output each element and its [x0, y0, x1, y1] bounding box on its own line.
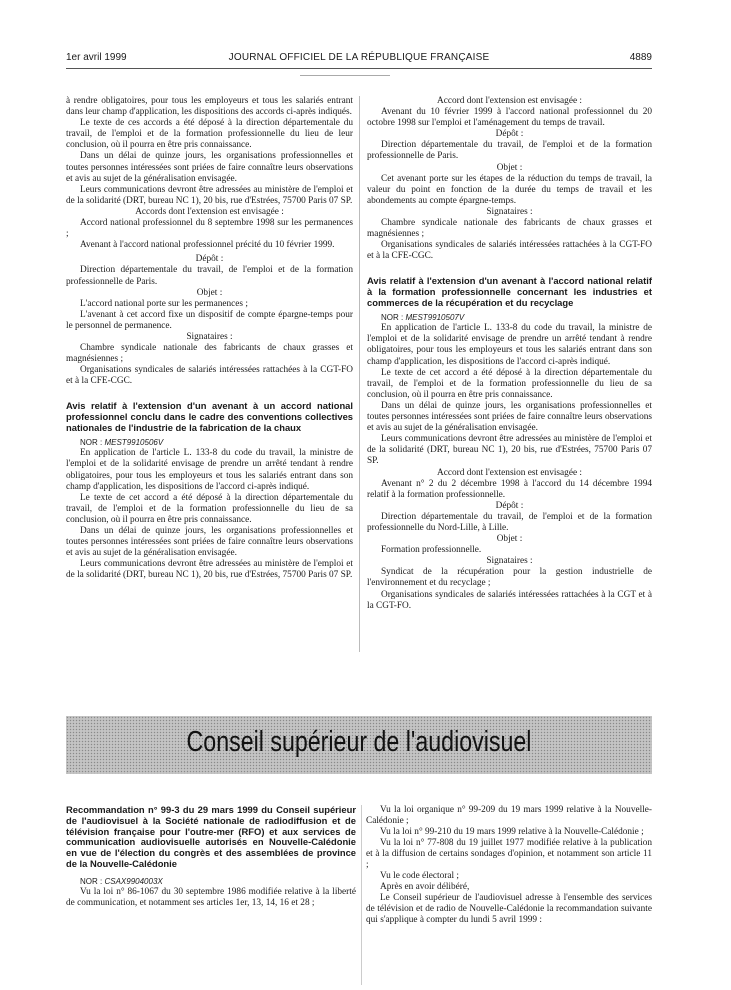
- paragraph: Leurs communications devront être adressées au ministère de l'emploi et de la solidarité (DRT, bureau NC 1), 20 bis, rue d'Estrées, 75700 Paris 07 SP.: [66, 184, 353, 206]
- paragraph: Le Conseil supérieur de l'audiovisuel adresse à l'ensemble des services de télévision et de radio de Nouvelle-Calédonie la recommandation suivante qui s'applique à compter du lundi 5 avril 1999 :: [366, 893, 652, 925]
- notice-title: Avis relatif à l'extension d'un avenant à l'accord national relatif à la formation professionnelle concernant les industries et commerces de la récupération et du recyclage: [367, 275, 652, 308]
- notice-title: Avis relatif à l'extension d'un avenant à un accord national professionnel conclu dans le cadre des conventions collectives nationales de l'industrie de la fabrication de la chaux: [66, 400, 353, 433]
- depot-label: Dépôt :: [495, 129, 524, 140]
- signataire-item: Chambre syndicale nationale des fabricants de chaux grasses et magnésiennes ;: [367, 218, 652, 240]
- nor-reference: [367, 312, 652, 323]
- objet-text: L'avenant à cet accord fixe un dispositif de compte épargne-temps pour le personnel de permanence.: [66, 309, 353, 331]
- signataires-label: Signataires :: [486, 206, 533, 217]
- paragraph: Le texte de cet accord a été déposé à la direction départementale du travail, de l'emploi et de la formation professionnelle du lieu de sa conclusion, où il pourra en être pris connaissance.: [367, 367, 652, 400]
- signataire-item: Organisations syndicales de salariés intéressées rattachées à la CGT-FO et à la CFE-CGC.: [66, 365, 353, 387]
- nor-label: NOR :: [80, 438, 103, 448]
- left-column: [66, 96, 353, 581]
- agreement-heading: Accord dont l'extension est envisagée :: [437, 467, 582, 478]
- depot-text: Direction départementale du travail, de l'emploi et de la formation professionnelle de Paris.: [66, 265, 353, 287]
- objet-label: Objet :: [496, 162, 523, 173]
- paragraph: Le texte de cet accord a été déposé à la direction départementale du travail, de l'emploi et de la formation professionnelle du lieu de sa conclusion, où il pourra en être pris connaissance.: [66, 492, 353, 525]
- paragraph: à rendre obligatoires, pour tous les employeurs et tous les salariés entrant dans leur champ d'application, les dispositions des accords ci-après indiqués.: [66, 96, 353, 118]
- agreement-item: Avenant à l'accord national professionnel précité du 10 février 1999.: [80, 240, 335, 251]
- journal-title: JOURNAL OFFICIEL DE LA RÉPUBLIQUE FRANÇAISE: [228, 52, 490, 63]
- depot-label: Dépôt :: [495, 500, 524, 511]
- signataire-item: Syndicat de la récupération pour la gestion industrielle de l'environnement et du recyclage ;: [367, 567, 652, 589]
- nor-label: NOR :: [381, 313, 404, 323]
- signataire-item: Organisations syndicales de salariés intéressées rattachées à la CGT-FO et à la CFE-CGC.: [367, 240, 652, 262]
- depot-text: Direction départementale du travail, de l'emploi et de la formation professionnelle de Paris.: [367, 140, 652, 162]
- recommendation-title: Recommandation n° 99-3 du 29 mars 1999 du Conseil supérieur de l'audiovisuel à la Société nationale de radiodiffusion et de télévision française pour l'outre-mer (RFO) et aux services de communication audiovisuelle autorisés en Nouvelle-Calédonie en vue de l'élection du congrès et des assemblées de province de la Nouvelle-Calédonie: [66, 804, 356, 869]
- paragraph: Vu la loi n° 77-808 du 19 juillet 1977 modifiée relative à la publication et à la diffusion de certains sondages d'opinion, et notamment son article 11 ;: [366, 838, 652, 870]
- agreement-item: Avenant n° 2 du 2 décembre 1998 à l'accord du 14 décembre 1994 relatif à la formation professionnelle.: [367, 478, 652, 500]
- objet-text: Cet avenant porte sur les étapes de la réduction du temps de travail, la valeur du point en fonction de la durée du temps de travail et les abondements au compte épargne-temps.: [367, 173, 652, 206]
- lower-column-divider: [361, 805, 362, 985]
- objet-text: L'accord national porte sur les permanences ;: [80, 298, 248, 309]
- page-number: 4889: [629, 52, 652, 63]
- paragraph: Leurs communications devront être adressées au ministère de l'emploi et de la solidarité (DRT, bureau NC 1), 20 bis, rue d'Estrées, 75700 Paris 07 SP.: [66, 559, 353, 581]
- paragraph: Vu le code électoral ;: [380, 871, 459, 881]
- paragraph: Vu la loi n° 99-210 du 19 mars 1999 relative à la Nouvelle-Calédonie ;: [380, 827, 644, 837]
- header-sub-rule: [300, 75, 390, 76]
- header-date: 1er avril 1999: [66, 52, 127, 63]
- lower-right-column: [366, 805, 652, 926]
- paragraph: Vu la loi n° 86-1067 du 30 septembre 1986 modifiée relative à la liberté de communication, et notamment ses articles 1er, 13, 14, 16 et 28 ;: [66, 886, 356, 908]
- paragraph: En application de l'article L. 133-8 du code du travail, la ministre de l'emploi et de la solidarité envisage de prendre un arrêté tendant à rendre obligatoires, pour tous les employeurs et tous les salariés entrant dans son champ d'application, les dispositions de l'accord ci-après indiqué.: [66, 448, 353, 492]
- depot-text: Direction départementale du travail, de l'emploi et de la formation professionnelle du Nord-Lille, à Lille.: [367, 511, 652, 533]
- paragraph: Leurs communications devront être adressées au ministère de l'emploi et de la solidarité (DRT, bureau NC 1), 20 bis, rue d'Estrées, 75700 Paris 07 SP.: [367, 434, 652, 467]
- paragraph: Le texte de ces accords a été déposé à la direction départementale du travail, de l'emploi et de la formation professionnelle du lieu de leur conclusion, où il pourra en être pris connaissance.: [66, 118, 353, 151]
- section-title: Conseil supérieur de l'audiovisuel: [186, 726, 532, 758]
- objet-label: Objet :: [496, 534, 523, 545]
- lower-left-column: [66, 805, 356, 909]
- nor-code: MEST9910506V: [104, 438, 164, 448]
- right-column: [367, 96, 652, 612]
- paragraph: Dans un délai de quinze jours, les organisations professionnelles et toutes personnes intéressées sont priées de faire connaître leurs observations et avis au sujet de la généralisation envisagée.: [367, 400, 652, 434]
- signataire-item: Chambre syndicale nationale des fabricants de chaux grasses et magnésiennes ;: [66, 343, 353, 365]
- page-header: [66, 52, 652, 66]
- header-rule: [66, 68, 652, 69]
- paragraph: En application de l'article L. 133-8 du code du travail, la ministre de l'emploi et de la solidarité envisage de prendre un arrêté tendant à rendre obligatoires, pour tous les employeurs et tous les salariés entrant dans son champ d'application, les dispositions de l'accord ci-après indiqué.: [367, 323, 652, 367]
- paragraph: Dans un délai de quinze jours, les organisations professionnelles et toutes personnes intéressées sont priées de faire connaître leurs observations et avis au sujet de la généralisation envisagée.: [66, 151, 353, 184]
- paragraph: Dans un délai de quinze jours, les organisations professionnelles et toutes personnes intéressées sont priées de faire connaître leurs observations et avis au sujet de la généralisation envisagée.: [66, 525, 353, 559]
- agreement-item: Avenant du 10 février 1999 à l'accord national professionnel du 20 octobre 1998 sur l'emploi et l'aménagement du temps de travail.: [367, 107, 652, 129]
- paragraph: Vu la loi organique n° 99-209 du 19 mars 1999 relative à la Nouvelle-Calédonie ;: [366, 805, 652, 826]
- nor-reference: [66, 437, 353, 448]
- nor-reference: [66, 876, 356, 887]
- nor-code: CSAX9904003X: [104, 876, 163, 886]
- column-divider: [359, 96, 360, 652]
- objet-text: Formation professionnelle.: [381, 545, 482, 556]
- depot-label: Dépôt :: [195, 254, 224, 265]
- agreement-item: Accord national professionnel du 8 septembre 1998 sur les permanences ;: [66, 218, 353, 240]
- nor-code: MEST9910507V: [405, 313, 465, 323]
- signataires-label: Signataires :: [486, 556, 533, 567]
- signataires-label: Signataires :: [186, 331, 233, 342]
- agreements-heading: Accords dont l'extension est envisagée :: [135, 206, 284, 217]
- agreement-heading: Accord dont l'extension est envisagée :: [437, 96, 582, 106]
- section-banner: [66, 716, 652, 774]
- paragraph: Après en avoir délibéré,: [380, 882, 470, 892]
- nor-label: NOR :: [80, 876, 103, 886]
- signataire-item: Organisations syndicales de salariés intéressées rattachées à la CGT et à la CGT-FO.: [367, 589, 652, 611]
- objet-label: Objet :: [196, 287, 223, 298]
